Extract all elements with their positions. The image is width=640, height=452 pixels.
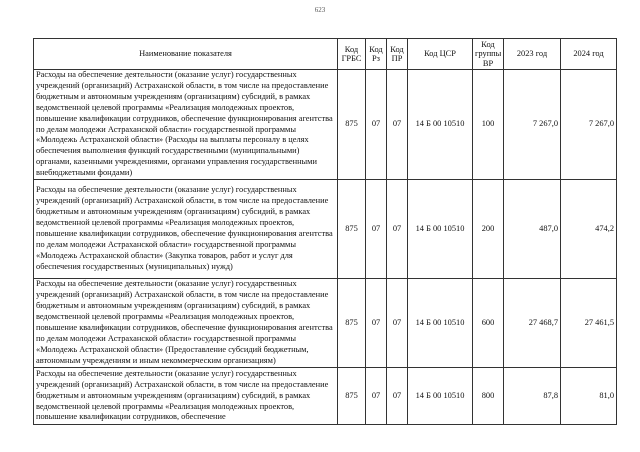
- row-csr: 14 Б 00 10510: [408, 368, 473, 425]
- row-amount-2024: 81,0: [561, 368, 617, 425]
- header-grbs-code: Код ГРБС: [338, 39, 366, 70]
- row-vr: 100: [473, 70, 504, 180]
- table-row: [34, 180, 617, 279]
- row-csr: 14 Б 00 10510: [408, 279, 473, 368]
- row-pr: 07: [387, 368, 408, 425]
- row-grbs: 875: [338, 279, 366, 368]
- row-pr: 07: [387, 279, 408, 368]
- row-rz: 07: [366, 180, 387, 279]
- header-year-2023: 2023 год: [504, 39, 561, 70]
- header-rz-code: Код Рз: [366, 39, 387, 70]
- row-amount-2023: 487,0: [504, 180, 561, 279]
- budget-table: [33, 38, 617, 425]
- table-row: [34, 279, 617, 368]
- header-pr-code: Код ПР: [387, 39, 408, 70]
- row-amount-2023: 7 267,0: [504, 70, 561, 180]
- header-vr-group-code: Код группы ВР: [473, 39, 504, 70]
- row-vr: 800: [473, 368, 504, 425]
- row-rz: 07: [366, 279, 387, 368]
- row-grbs: 875: [338, 70, 366, 180]
- row-csr: 14 Б 00 10510: [408, 180, 473, 279]
- page-number: 623: [314, 6, 326, 14]
- row-amount-2023: 87,8: [504, 368, 561, 425]
- row-vr: 600: [473, 279, 504, 368]
- row-description: Расходы на обеспечение деятельности (оказание услуг) государственных учреждений (организаций) Астраханской области, в том числе на предоставление бюджетным и автономным учреждениям (организациям) субсидий, в рамках ведомственной целевой программы «Реализация молодежных проектов, повышение квалификации сотрудников, обеспечение: [34, 368, 338, 425]
- row-description: Расходы на обеспечение деятельности (оказание услуг) государственных учреждений (организаций) Астраханской области, в том числе на предоставление бюджетным и автономным учреждениям (организациям) субсидий, в рамках ведомственной целевой программы «Реализация молодежных проектов, повышение квалификации сотрудников, обеспечение функционирования агентства по делам молодежи Астраханской области» государственной программы «Молодежь Астраханской области» (Закупка товаров, работ и услуг для обеспечения государственных (муниципальных) нужд): [34, 180, 338, 279]
- header-indicator-name: Наименование показателя: [34, 39, 338, 70]
- row-amount-2024: 474,2: [561, 180, 617, 279]
- row-description: Расходы на обеспечение деятельности (оказание услуг) государственных учреждений (организаций) Астраханской области, в том числе на предоставление бюджетным и автономным учреждениям (организациям) субсидий, в рамках ведомственной целевой программы «Реализация молодежных проектов, повышение квалификации сотрудников, обеспечение функционирования агентства по делам молодежи Астраханской области» государственной программы «Молодежь Астраханской области» (Предоставление субсидий бюджетным, автономным учреждениям и иным некоммерческим организациям): [34, 279, 338, 368]
- table-row: [34, 368, 617, 425]
- row-pr: 07: [387, 180, 408, 279]
- row-grbs: 875: [338, 368, 366, 425]
- row-rz: 07: [366, 70, 387, 180]
- header-csr-code: Код ЦСР: [408, 39, 473, 70]
- table-header-row: [34, 39, 617, 70]
- row-csr: 14 Б 00 10510: [408, 70, 473, 180]
- row-amount-2023: 27 468,7: [504, 279, 561, 368]
- row-rz: 07: [366, 368, 387, 425]
- row-grbs: 875: [338, 180, 366, 279]
- row-amount-2024: 27 461,5: [561, 279, 617, 368]
- table-row: [34, 70, 617, 180]
- row-description: Расходы на обеспечение деятельности (оказание услуг) государственных учреждений (организаций) Астраханской области, в том числе на предоставление бюджетным и автономным учреждениям (организациям) субсидий, в рамках ведомственной целевой программы «Реализация молодежных проектов, повышение квалификации сотрудников, обеспечение функционирования агентства по делам молодежи Астраханской области» государственной программы «Молодежь Астраханской области» (Расходы на выплаты персоналу в целях обеспечения выполнения функций государственными (муниципальными) органами, казенными учреждениями, органами управления государственными внебюджетными фондами): [34, 70, 338, 180]
- row-amount-2024: 7 267,0: [561, 70, 617, 180]
- row-pr: 07: [387, 70, 408, 180]
- header-year-2024: 2024 год: [561, 39, 617, 70]
- row-vr: 200: [473, 180, 504, 279]
